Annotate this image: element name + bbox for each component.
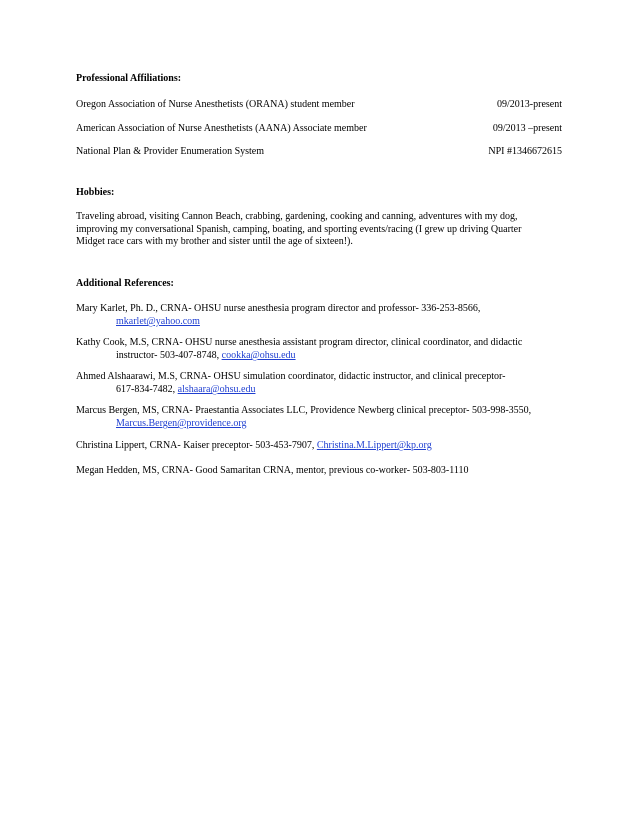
hobbies-line: Traveling abroad, visiting Cannon Beach, crabbing, gardening, cooking and canning, adventures with my dog, [76,211,518,222]
references-heading: Additional References: [76,278,174,289]
reference-item [76,439,576,452]
reference-text: Mary Karlet, Ph. D., CRNA- OHSU nurse anesthesia program director and professor- 336-253-8566, [76,303,481,314]
affiliation-name: National Plan & Provider Enumeration System [76,146,265,157]
reference-email-link[interactable]: alshaara@ohsu.edu [177,384,256,395]
hobbies-heading: Hobbies: [76,187,115,198]
hobbies-paragraph [76,211,566,249]
affiliation-npi: NPI #1346672615 [488,146,562,157]
reference-text: Christina Lippert, CRNA- Kaiser preceptor- 503-453-7907, [76,440,315,451]
affiliation-date: 09/2013-present [497,99,562,110]
reference-email-link[interactable]: Marcus.Bergen@providence.org [116,418,247,429]
reference-item [76,302,576,328]
reference-email-link[interactable]: Christina.M.Lippert@kp.org [316,440,432,451]
affiliations-heading: Professional Affiliations: [76,73,182,84]
affiliation-date: 09/2013 –present [492,123,562,134]
reference-text: Ahmed Alshaarawi, M.S, CRNA- OHSU simulation coordinator, didactic instructor, and clinical preceptor- [76,371,506,382]
hobbies-line: Midget race cars with my brother and sister until the age of sixteen!). [76,236,353,247]
reference-email-link[interactable]: cookka@ohsu.edu [221,350,296,361]
reference-text: Marcus Bergen, MS, CRNA- Praestantia Associates LLC, Providence Newberg clinical preceptor- 503-998-3550, [76,405,532,416]
reference-email-link[interactable]: mkarlet@yahoo.com [116,316,200,327]
reference-item [76,370,576,396]
reference-item [76,336,576,362]
reference-text-cont: 617-834-7482, [116,384,176,395]
affiliation-name: Oregon Association of Nurse Anesthetists (ORANA) student member [76,99,355,110]
reference-item [76,464,576,477]
reference-text: Kathy Cook, M.S, CRNA- OHSU nurse anesthesia assistant program director, clinical coordinator, and didactic [76,337,523,348]
affiliation-name: American Association of Nurse Anesthetists (AANA) Associate member [76,123,367,134]
reference-text-cont: instructor- 503-407-8748, [116,350,220,361]
reference-item [76,404,576,430]
hobbies-line: improving my conversational Spanish, camping, boating, and sporting events/racing (I grew up driving Quarter [76,223,522,235]
reference-text: Megan Hedden, MS, CRNA- Good Samaritan CRNA, mentor, previous co-worker- 503-803-1110 [76,465,469,476]
